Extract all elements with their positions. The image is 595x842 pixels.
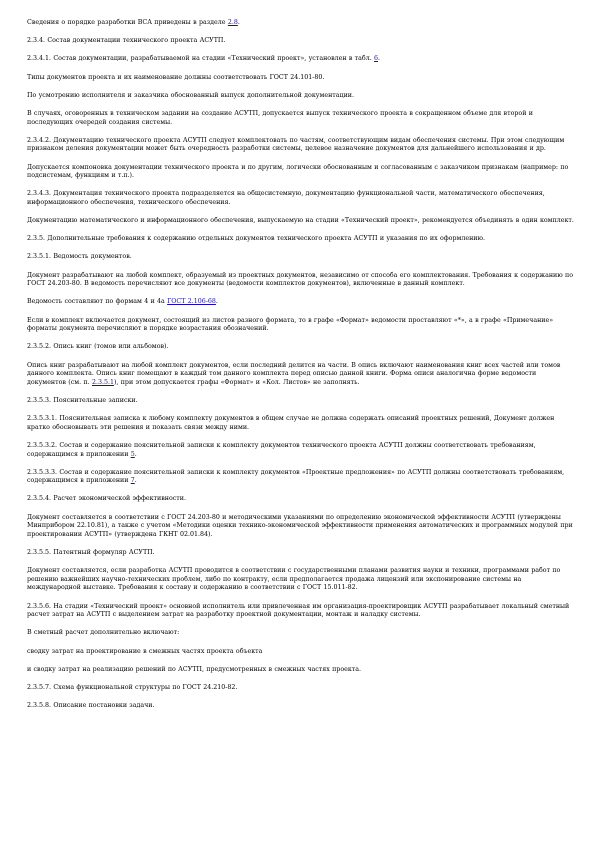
paragraph bbox=[27, 567, 577, 593]
paragraph bbox=[27, 415, 577, 432]
paragraph-text: ), при этом допускается графы «Формат» и «Кол. Листов» не заполнять. bbox=[113, 378, 360, 386]
paragraph bbox=[27, 92, 577, 101]
paragraph-text: . bbox=[378, 55, 381, 63]
paragraph bbox=[27, 110, 577, 127]
paragraph bbox=[27, 397, 577, 406]
paragraph-text: Документ составляется в соответствии с ГОСТ 24.203-80 и методическими указаниями по определению экономической эффективности АСУТП (утверждены Минприбором 22.10.81), а также с учетом «Методики оценки технико-экономической эффективности применения автоматических и программных модулей при проектировании АСУТП» (утверждена ГКНТ 02.01.84). bbox=[27, 513, 573, 538]
paragraph bbox=[27, 253, 577, 262]
paragraph-text: 2.3.5.4. Расчет экономической эффективности. bbox=[27, 495, 186, 503]
paragraph-text: 2.3.4. Состав документации технического проекта АСУТП. bbox=[27, 37, 226, 45]
paragraph bbox=[27, 495, 577, 504]
paragraph bbox=[27, 37, 577, 46]
paragraph-text: Документ составляется, если разработка АСУТП проводится в соответствии с государственными планами развития науки и техники, программами работ по решению важнейших научно-технических проблем, либо по контракту, если предполагается продажа лицензий или экспонирование системы на международной выставке. Требования к составу и содержанию в соответствии с ГОСТ 15.011-82. bbox=[27, 567, 561, 592]
paragraph-text: и сводку затрат на реализацию решений по АСУТП, предусмотренных в смежных частях проекта. bbox=[27, 665, 362, 673]
paragraph-text: Допускается компоновка документации технического проекта и по другим, логически обоснованным и согласованным с заказчиком признакам (например: по подсистемам, функциям и т.п.). bbox=[27, 163, 569, 180]
paragraph-text: Сведения о порядке разработки ВСА приведены в разделе bbox=[27, 19, 228, 26]
paragraph-text: Документацию математического и информационного обеспечения, выпускаемую на стадии «Технический проект», рекомендуется объединять в один комплект. bbox=[27, 217, 574, 225]
paragraph-text: Документ разрабатывают на любой комплект, образуемый из проектных документов, независимо от способа его комплектования. Требования к содержанию по ГОСТ 24.203-80. В ведомость перечисляют все документы (ведомости комплектов документов), включенные в данный комплект. bbox=[27, 271, 573, 288]
paragraph bbox=[27, 362, 577, 388]
paragraph-text: 2.3.5.5. Патентный формуляр АСУТП. bbox=[27, 549, 155, 557]
paragraph-text: . bbox=[215, 298, 218, 306]
paragraph bbox=[27, 55, 577, 64]
paragraph bbox=[27, 343, 577, 352]
paragraph-text: . bbox=[134, 450, 137, 458]
paragraph bbox=[27, 514, 577, 540]
paragraph-text: В случаях, оговоренных в техническом задании на создание АСУТП, допускается выпуск технического проекта в сокращенном объеме для второй и последующих очередей создания системы. bbox=[27, 109, 533, 126]
paragraph-text: 2.3.5.3.1. Пояснительная записка к любому комплекту документов в общем случае не должна содержать описаний проектных решений, Документ должен кратко обосновывать эти решения и показать связи между ними. bbox=[27, 415, 555, 431]
paragraph-text: 2.3.5.2. Опись книг (томов или альбомов). bbox=[27, 343, 169, 351]
reference-link[interactable]: ГОСТ 2.106-68 bbox=[167, 298, 216, 306]
paragraph bbox=[27, 74, 577, 83]
reference-link[interactable]: 7 bbox=[130, 477, 135, 485]
paragraph-text: 2.3.5.1. Ведомость документов. bbox=[27, 253, 132, 261]
paragraph-text: 2.3.4.1. Состав документации, разрабатываемой на стадии «Технический проект», установлен в табл. bbox=[27, 55, 375, 63]
reference-link[interactable]: 5 bbox=[130, 450, 135, 458]
paragraph bbox=[27, 702, 577, 711]
paragraph bbox=[27, 217, 577, 226]
paragraph-text: 2.3.5.6. На стадии «Технический проект» основной исполнитель или привлеченная им организация-проектировщик АСУТП разрабатывает локальный сметный расчет затрат на АСУТП с выделением затрат на разработку проектной документации, монтаж и наладку системы. bbox=[27, 602, 570, 619]
paragraph-text: В сметный расчет дополнительно включают: bbox=[27, 629, 180, 637]
reference-link[interactable]: 6 bbox=[374, 55, 379, 63]
paragraph bbox=[27, 164, 577, 181]
paragraph bbox=[27, 317, 577, 334]
paragraph-text: 2.3.4.2. Документацию технического проекта АСУТП следует комплектовать по частям, соответствующим видам обеспечения системы. При этом следующим признаком деления документации может быть очередность разработки системы, целевое назначение документов для дальнейшего использования и др. bbox=[27, 136, 565, 153]
paragraph bbox=[27, 469, 577, 486]
paragraph bbox=[27, 629, 577, 638]
reference-link[interactable]: 2.8 bbox=[227, 19, 238, 26]
paragraph bbox=[27, 235, 577, 244]
paragraph-text: 2.3.5. Дополнительные требования к содержанию отдельных документов технического проекта АСУТП и указания по их оформлению. bbox=[27, 235, 485, 243]
paragraph-text: Типы документов проекта и их наименование должны соответствовать ГОСТ 24.101-80. bbox=[27, 73, 325, 81]
paragraph-text: Если в комплект включается документ, состоящий из листов разного формата, то в графе «Формат» ведомости проставляют «*», а в графе «Примечание» форматы документа перечисляют в порядке возрастания обозначений. bbox=[27, 316, 554, 333]
paragraph bbox=[27, 19, 577, 28]
paragraph bbox=[27, 272, 577, 289]
paragraph-text: 2.3.4.3. Документация технического проекта подразделяется на общесистемную, документацию функциональной части, математического обеспечения, информационного обеспечения, технического обеспечения. bbox=[27, 190, 545, 206]
paragraph-text: 2.3.5.3.3. Состав и содержание пояснительной записки к комплекту документов «Проектные предложения» по АСУТП должны соответствовать требованиям, содержащимся в приложении bbox=[27, 468, 565, 485]
paragraph-text: 2.3.5.3. Пояснительные записки. bbox=[27, 396, 138, 404]
paragraph bbox=[27, 298, 577, 307]
paragraph-text: сводку затрат на проектирование в смежных частях проекта объекта bbox=[27, 647, 263, 655]
paragraph-text: 2.3.5.8. Описание постановки задачи. bbox=[27, 702, 155, 710]
paragraph-text: По усмотрению исполнителя и заказчика обоснованный выпуск дополнительной документации. bbox=[27, 91, 354, 99]
paragraph bbox=[27, 603, 577, 620]
paragraph bbox=[27, 666, 577, 675]
paragraph bbox=[27, 684, 577, 693]
paragraph bbox=[27, 137, 577, 154]
paragraph bbox=[27, 648, 577, 657]
paragraph-text: Ведомость составляют по формам 4 и 4а bbox=[27, 298, 168, 306]
reference-link[interactable]: 2.3.5.1 bbox=[91, 378, 114, 386]
paragraph-text: . bbox=[134, 477, 137, 485]
paragraph bbox=[27, 549, 577, 558]
paragraph-text: Опись книг разрабатывают на любой комплект документов, если последний делится на части. В опись включают наименования книг всех частей или томов данного комплекта. Опись книг помещают в каждый том данного комплекта перед описью данной книги. Форма описи аналогична форме ведомости документов (см. п. bbox=[27, 361, 561, 386]
paragraph-text: 2.3.5.3.2. Состав и содержание пояснительной записки к комплекту документов технического проекта АСУТП должны соответствовать требованиям, содержащимся в приложении bbox=[27, 441, 536, 458]
paragraph bbox=[27, 190, 577, 207]
paragraph bbox=[27, 442, 577, 459]
paragraph-text: 2.3.5.7. Схема функциональной структуры по ГОСТ 24.210-82. bbox=[27, 683, 238, 691]
paragraph-text: . bbox=[237, 19, 240, 26]
